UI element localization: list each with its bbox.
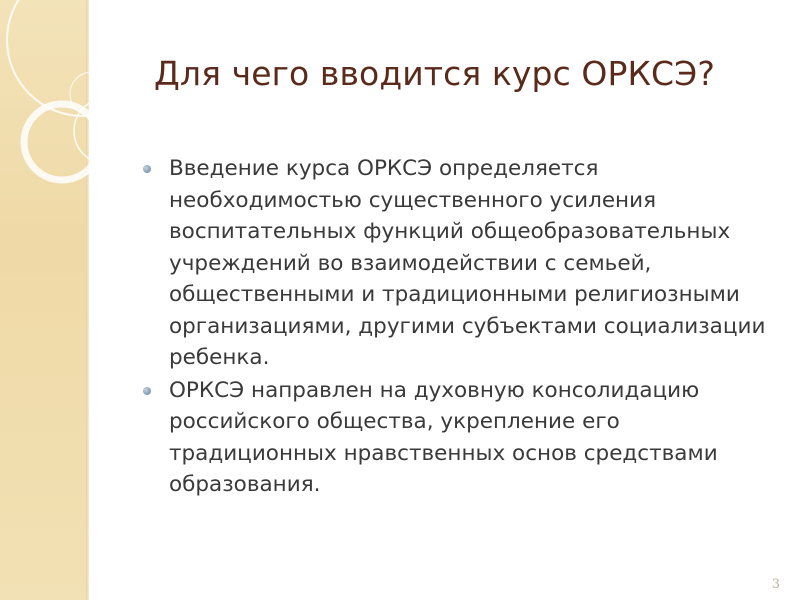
bullet-item — [142, 153, 777, 374]
bullet-list — [142, 153, 777, 502]
side-panel-edge — [86, 0, 89, 600]
bullet-text: ОРКСЭ направлен на духовную консолидацию российского общества, укрепление его традиционных нравственных основ средствами образования. — [169, 377, 718, 497]
bullet-dot-icon — [143, 165, 151, 173]
decorative-side-panel — [0, 0, 86, 600]
bullet-text: Введение курса ОРКСЭ определяется необходимостью существенного усиления воспитательных функций общеобразовательных учреждений во взаимодействии с семьей, общественными и традиционными религиозными организациями, другими субъектами социализации ребенка. — [169, 156, 766, 370]
slide-number: 3 — [771, 577, 780, 592]
bullet-dot-icon — [143, 387, 151, 395]
slide-title: Для чего вводится курс ОРКСЭ? — [154, 54, 715, 93]
bullet-item — [142, 375, 777, 501]
